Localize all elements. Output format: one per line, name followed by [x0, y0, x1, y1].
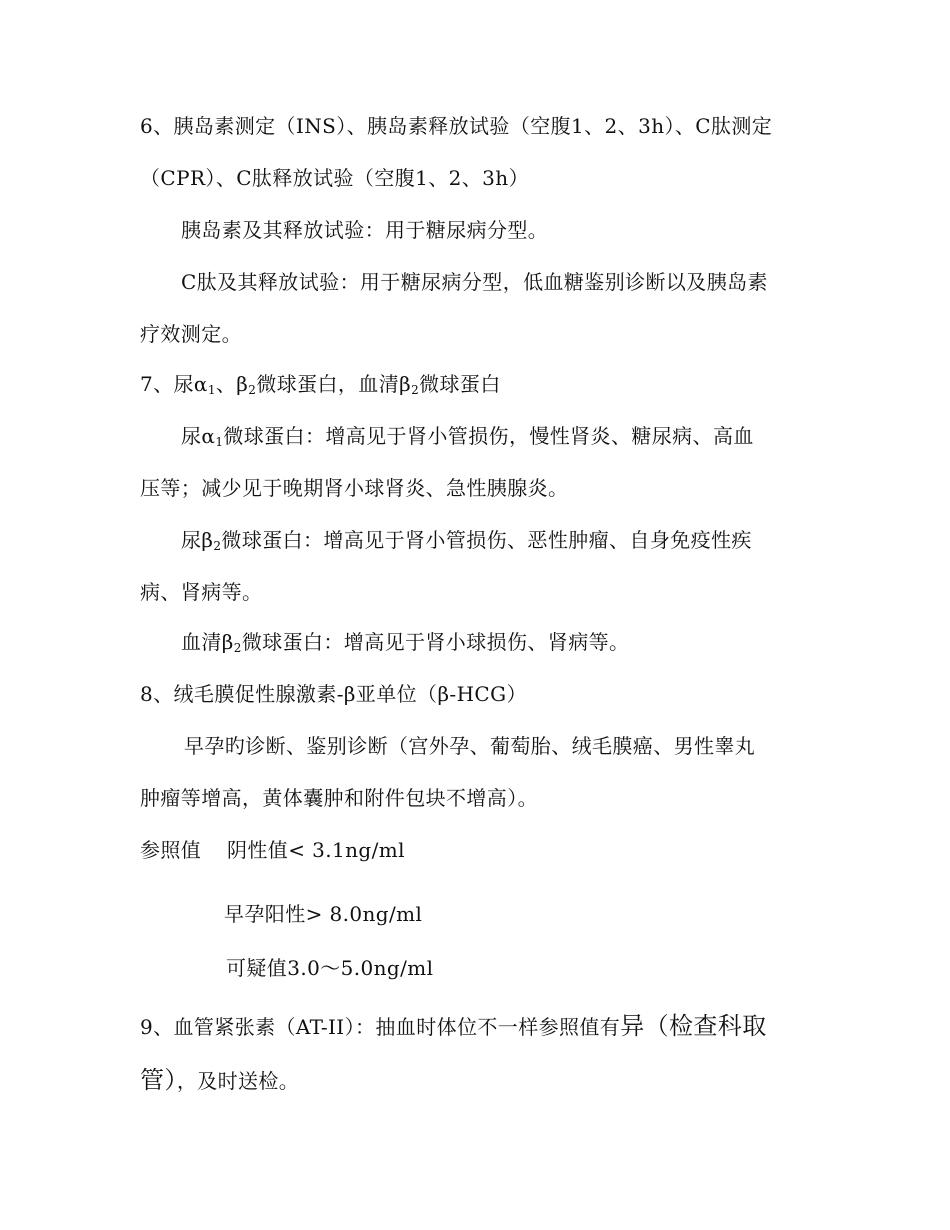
section-9-heading-text-large: 管）: [140, 1066, 177, 1094]
subscript: 2: [233, 641, 242, 655]
subscript: 2: [411, 383, 420, 397]
section-7-beta2-urine-paragraph: [181, 528, 752, 552]
subscript: 1: [207, 383, 216, 397]
reference-values-label: 参照值: [140, 838, 202, 862]
section-7-heading-part: 、β: [215, 372, 249, 396]
alpha1-text: 微球蛋白：增高见于肾小管损伤，慢性肾炎、糖尿病、高血: [223, 424, 754, 448]
subscript: 2: [248, 383, 257, 397]
section-6-paragraph-2-line-2: 疗效测定。: [140, 322, 242, 346]
reference-suspicious: 可疑值3.0～5.0ng/ml: [226, 956, 434, 980]
section-9-heading-text: ，及时送检。: [176, 1069, 300, 1093]
section-8-paragraph-line-2: 肿瘤等增高，黄体囊肿和附件包块不增高）。: [140, 786, 538, 810]
section-7-beta2-serum-paragraph: [181, 630, 629, 654]
serum-beta2-text: 微球蛋白：增高见于肾小球损伤、肾病等。: [241, 630, 630, 654]
section-6-paragraph-1: 胰岛素及其释放试验：用于糖尿病分型。: [181, 218, 549, 242]
section-9-heading-line-1: [140, 1014, 767, 1039]
section-7-heading: [140, 372, 501, 396]
beta2-prefix: 尿β: [181, 528, 214, 552]
section-8-paragraph-line-1: 早孕旳诊断、鉴别诊断（宫外孕、葡萄胎、绒毛膜癌、男性睾丸: [184, 734, 756, 758]
section-6-heading-line-1: 6、胰岛素测定（INS）、胰岛素释放试验（空腹1、2、3h）、C肽测定: [140, 114, 773, 138]
section-8-heading: 8、绒毛膜促性腺激素-β亚单位（β-HCG）: [140, 682, 527, 706]
section-6-heading-line-2: （CPR）、C肽释放试验（空腹1、2、3h）: [140, 166, 529, 190]
section-7-heading-part: 7、尿α: [140, 372, 208, 396]
subscript: 2: [213, 539, 222, 553]
alpha1-prefix: 尿α: [181, 424, 216, 448]
reference-negative: 阴性值< 3.1ng/ml: [227, 838, 405, 862]
section-7-alpha1-continuation: 压等；减少见于晚期肾小球肾炎、急性胰腺炎。: [140, 476, 569, 500]
section-7-alpha1-paragraph: [181, 424, 754, 448]
reference-early-pregnancy-positive: 早孕阳性> 8.0ng/ml: [224, 902, 423, 926]
section-9-heading-line-2: [140, 1068, 299, 1093]
serum-beta2-prefix: 血清β: [181, 630, 234, 654]
section-7-heading-part: 微球蛋白，血清β: [256, 372, 412, 396]
beta2-text: 微球蛋白：增高见于肾小管损伤、恶性肿瘤、自身免疫性疾: [221, 528, 752, 552]
subscript: 1: [215, 435, 224, 449]
section-9-heading-text-large: 异（检查科取: [620, 1012, 767, 1040]
section-7-heading-part: 微球蛋白: [419, 372, 501, 396]
section-6-paragraph-2-line-1: C肽及其释放试验：用于糖尿病分型，低血糖鉴别诊断以及胰岛素: [181, 270, 768, 294]
section-9-heading-text: 9、血管紧张素（AT-II）：抽血时体位不一样参照值有: [140, 1015, 621, 1039]
section-7-beta2-continuation: 病、肾病等。: [140, 580, 263, 604]
